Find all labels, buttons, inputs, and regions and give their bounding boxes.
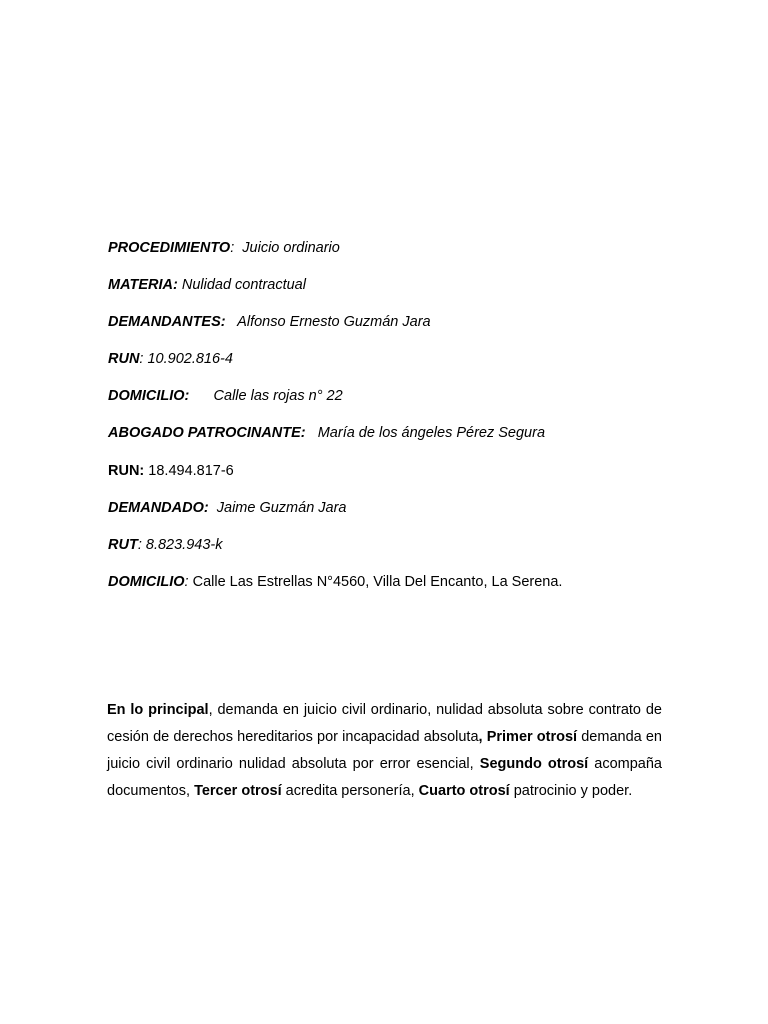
field-value: Calle las rojas n° 22	[213, 388, 343, 405]
case-header	[108, 238, 708, 609]
section-segundo-otrosi: Segundo otrosí	[479, 755, 589, 772]
field-abogado	[108, 423, 708, 460]
field-label: ABOGADO PATROCINANTE:	[108, 425, 306, 442]
field-run-abogado	[108, 461, 708, 498]
field-label: RUT	[108, 536, 138, 553]
field-value: Calle Las Estrellas N°4560, Villa Del Encanto, La Serena.	[192, 573, 563, 590]
field-procedimiento: PROCEDIMIENTO: Juicio ordinario	[108, 240, 340, 256]
field-run-demandante: RUN: 10.902.816-4	[108, 351, 233, 368]
field-value: Nulidad contractual	[181, 277, 306, 294]
field-label: MATERIA:	[108, 277, 178, 294]
field-value: María de los ángeles Pérez Segura	[317, 425, 546, 442]
field-label: DEMANDANTES:	[108, 314, 226, 331]
field-value: 18.494.817-6	[148, 462, 234, 479]
section-cuarto-otrosi: Cuarto otrosí	[418, 782, 510, 799]
section-tercer-otrosi: Tercer otrosí	[194, 782, 282, 799]
field-label: DOMICILIO	[108, 573, 185, 590]
field-label: RUN:	[108, 462, 145, 479]
field-materia	[108, 275, 708, 312]
field-domicilio-demandado: DOMICILIO: Calle Las Estrellas N°4560, Villa Del Encanto, La Serena.	[108, 573, 563, 590]
field-demandantes	[108, 312, 708, 349]
field-label: RUN	[108, 351, 140, 368]
field-rut-demandado: RUT: 8.823.943-k	[108, 536, 223, 553]
field-value: Jaime Guzmán Jara	[216, 499, 347, 516]
section-primer-otrosi: , Primer otrosí	[478, 728, 578, 745]
field-label: PROCEDIMIENTO	[108, 240, 231, 256]
field-label: DOMICILIO:	[108, 388, 190, 405]
summary-paragraph: En lo principal, demanda en juicio civil ordinario, nulidad absoluta sobre contrato de cesión de derechos hereditarios por incapacidad absoluta, Primer otrosí demanda en juicio civil ordinario nulidad absoluta por error esencial, Segundo otrosí acompaña documentos, Tercer otrosí acredita personería, Cuarto otrosí patrocinio y poder.	[107, 701, 662, 799]
field-label: DEMANDADO:	[108, 499, 209, 516]
field-domicilio-demandante	[108, 386, 708, 423]
field-value: 8.823.943-k	[145, 536, 223, 553]
field-value: Juicio ordinario	[242, 240, 340, 256]
section-principal: En lo principal	[107, 701, 209, 718]
field-value: Alfonso Ernesto Guzmán Jara	[237, 314, 431, 331]
field-value: 10.902.816-4	[147, 351, 233, 368]
field-demandado	[108, 498, 708, 535]
